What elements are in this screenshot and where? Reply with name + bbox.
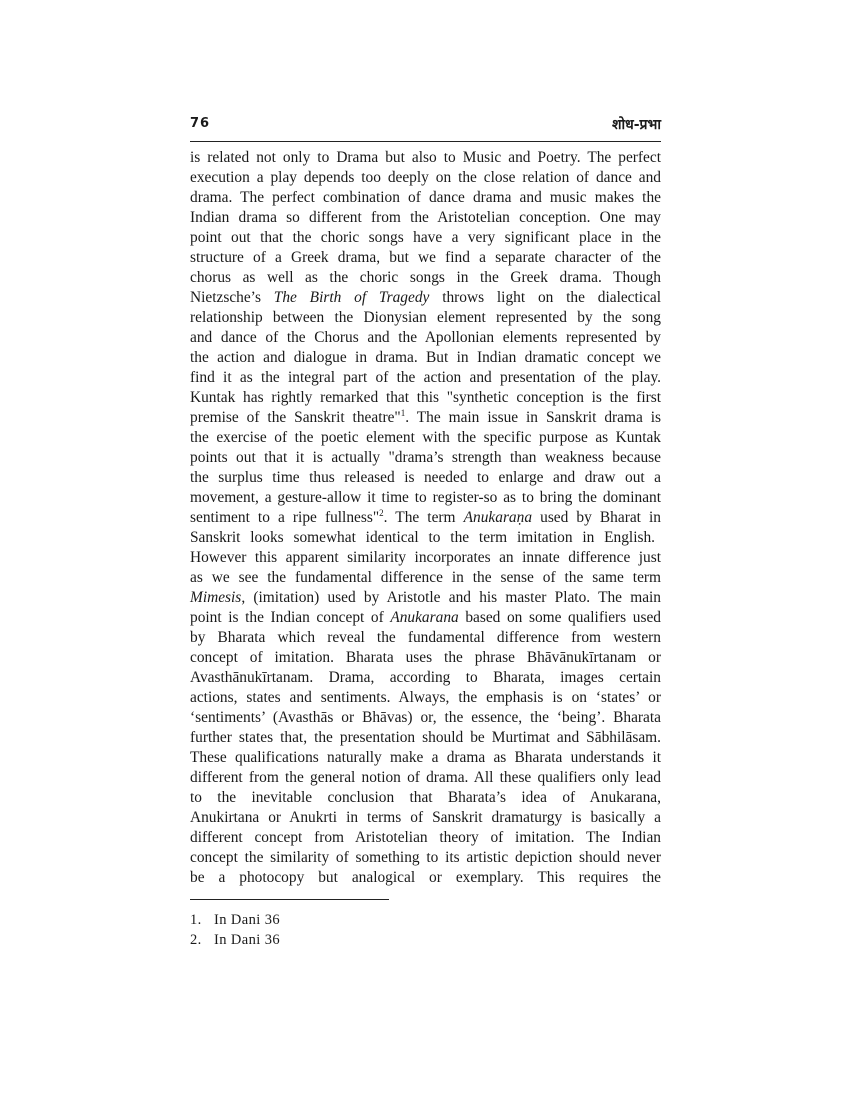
text-run: Indian drama so different from the Aristotelian conception. One may xyxy=(190,209,661,226)
text-run: be a photocopy but analogical or exemplary. This requires the xyxy=(190,869,661,886)
footnote-rule xyxy=(190,899,389,900)
text-run: Nietzsche’s xyxy=(190,289,274,306)
text-run: However this apparent similarity incorporates an innate difference just xyxy=(190,549,661,566)
text-run: drama. The perfect combination of dance drama and music makes the xyxy=(190,189,661,206)
text-line xyxy=(190,468,661,488)
text-line xyxy=(190,188,661,208)
text-run: concept the similarity of something to its artistic depiction should never xyxy=(190,849,661,866)
text-run: based on some qualifiers used xyxy=(458,609,661,626)
text-run: as we see the fundamental difference in the sense of the same term xyxy=(190,569,661,586)
footnote-1 xyxy=(190,910,280,930)
text-line xyxy=(190,668,661,688)
text-line xyxy=(190,608,661,628)
footnote-2 xyxy=(190,930,280,950)
page-header xyxy=(190,114,661,142)
text-run: Sanskrit looks somewhat identical to the term imitation in English. xyxy=(190,529,656,546)
running-head: शोध-प्रभा xyxy=(611,117,661,133)
text-run: ‘sentiments’ (Avasthās or Bhāvas) or, the essence, the ‘being’. Bharata xyxy=(190,709,661,726)
text-run: the surplus time thus released is needed to enlarge and draw out a xyxy=(190,469,661,486)
text-run: different concept from Aristotelian theory of imitation. The Indian xyxy=(190,829,661,846)
text-run: points out that it is actually "drama’s strength than weakness because xyxy=(190,449,661,466)
text-run: the action and dialogue in drama. But in Indian dramatic concept we xyxy=(190,349,661,366)
text-line xyxy=(190,628,661,648)
text-line xyxy=(190,428,661,448)
italic-text: Anukarana xyxy=(390,609,459,626)
text-run: the exercise of the poetic element with the specific purpose as Kuntak xyxy=(190,429,661,446)
italic-text: Mimesis xyxy=(190,589,242,606)
text-run: point is the Indian concept of xyxy=(190,609,391,626)
footnote-reference: 2 xyxy=(379,508,384,518)
text-line xyxy=(190,508,661,528)
text-line xyxy=(190,768,661,788)
text-run: . The term xyxy=(383,509,464,526)
text-line xyxy=(190,868,661,888)
text-run: find it as the integral part of the action and presentation of the play. xyxy=(190,369,661,386)
text-line xyxy=(190,488,661,508)
body-text xyxy=(190,148,661,888)
text-line xyxy=(190,848,661,868)
text-line xyxy=(190,688,661,708)
text-line xyxy=(190,288,661,308)
text-line xyxy=(190,328,661,348)
text-run: chorus as well as the choric songs in the Greek drama. Though xyxy=(190,269,661,286)
text-line xyxy=(190,368,661,388)
text-run: structure of a Greek drama, but we find a separate character of the xyxy=(190,249,661,266)
text-line xyxy=(190,448,661,468)
text-run: relationship between the Dionysian element represented by the song xyxy=(190,309,661,326)
text-run: by Bharata which reveal the fundamental difference from western xyxy=(190,629,661,646)
text-run: . The main issue in Sanskrit drama is xyxy=(405,409,661,426)
text-run: These qualifications naturally make a drama as Bharata understands it xyxy=(190,749,661,766)
footnote-text: In Dani 36 xyxy=(214,912,281,928)
text-run: point out that the choric songs have a very significant place in the xyxy=(190,229,661,246)
text-line xyxy=(190,588,661,608)
footnote-text: In Dani 36 xyxy=(214,932,281,948)
text-run: , (imitation) used by Aristotle and his master Plato. The main xyxy=(241,589,661,606)
text-run: premise of the Sanskrit theatre" xyxy=(190,409,401,426)
text-line xyxy=(190,748,661,768)
footnote-number: 2. xyxy=(190,932,202,948)
text-run: Kuntak has rightly remarked that this "synthetic conception is the first xyxy=(190,389,661,406)
text-line xyxy=(190,208,661,228)
text-line xyxy=(190,548,661,568)
text-line xyxy=(190,528,661,548)
text-line xyxy=(190,828,661,848)
text-run: concept of imitation. Bharata uses the phrase Bhāvānukīrtanam or xyxy=(190,649,661,666)
text-run: actions, states and sentiments. Always, the emphasis is on ‘states’ or xyxy=(190,689,661,706)
text-line xyxy=(190,268,661,288)
text-line xyxy=(190,388,661,408)
text-line xyxy=(190,408,661,428)
text-run: to the inevitable conclusion that Bharata’s idea of Anukarana, xyxy=(190,789,661,806)
page-number: 76 xyxy=(190,116,211,131)
footnote-reference: 1 xyxy=(400,408,406,418)
text-run: execution a play depends too deeply on the close relation of dance and xyxy=(190,169,661,186)
text-line xyxy=(190,168,661,188)
text-line xyxy=(190,728,661,748)
italic-text: The Birth of Tragedy xyxy=(273,289,430,306)
italic-text: Anukaraṇa xyxy=(463,509,533,526)
text-line xyxy=(190,248,661,268)
text-run: further states that, the presentation should be Murtimat and Sābhilāsam. xyxy=(190,729,661,746)
text-line xyxy=(190,808,661,828)
text-run: different from the general notion of drama. All these qualifiers only lead xyxy=(190,769,661,786)
text-line xyxy=(190,308,661,328)
text-line xyxy=(190,228,661,248)
text-run: Anukirtana or Anukrti in terms of Sanskrit dramaturgy is basically a xyxy=(190,809,661,826)
text-run: movement, a gesture-allow it time to register-so as to bring the dominant xyxy=(190,489,661,506)
text-run: used by Bharat in xyxy=(532,509,662,526)
text-line xyxy=(190,148,661,168)
text-run: sentiment to a ripe fullness" xyxy=(190,509,380,526)
text-run: throws light on the dialectical xyxy=(429,289,662,306)
text-line xyxy=(190,648,661,668)
text-run: Avasthānukīrtanam. Drama, according to Bharata, images certain xyxy=(190,669,661,686)
text-line xyxy=(190,708,661,728)
text-run: and dance of the Chorus and the Apollonian elements represented by xyxy=(190,329,661,346)
text-line xyxy=(190,348,661,368)
text-line xyxy=(190,568,661,588)
text-line xyxy=(190,788,661,808)
text-run: is related not only to Drama but also to Music and Poetry. The perfect xyxy=(190,149,661,166)
footnote-number: 1. xyxy=(190,912,202,928)
footnotes xyxy=(190,910,280,950)
